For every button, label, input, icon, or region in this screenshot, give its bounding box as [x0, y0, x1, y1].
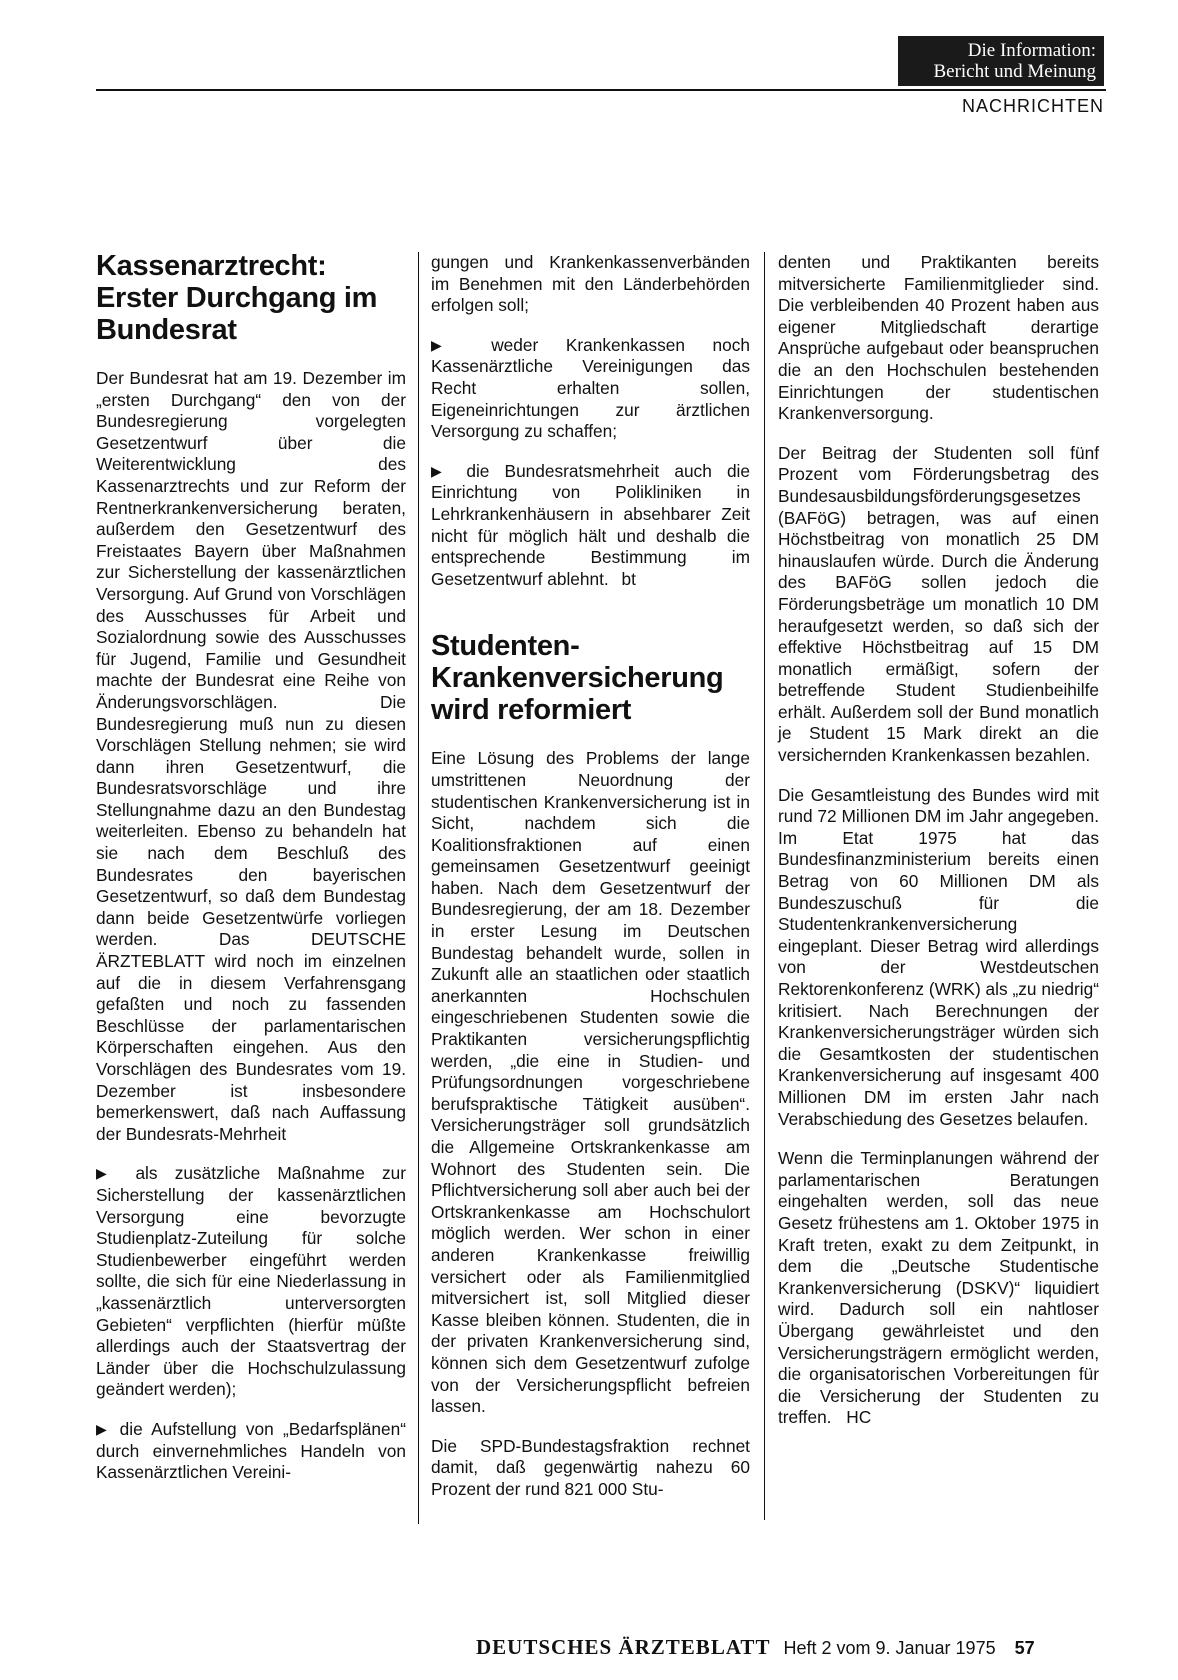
- article2-paragraph-2a: Die SPD-Bundestagsfraktion rechnet damit, daß gegenwärtig nahezu 60 Prozent der rund 821 000 Stu-: [431, 1435, 750, 1499]
- page-footer: [476, 1635, 1035, 1660]
- article1-bullet-4-wrap: [431, 461, 750, 591]
- article1-bullet-2b: gungen und Krankenkassenverbänden im Benehmen mit den Länderbehörden erfolgen soll;: [431, 252, 750, 316]
- article1-bullet-3: ▶ weder Krankenkassen noch Kassenärztliche Vereinigungen das Recht erhalten sollen, Eigeneinrichtungen zur ärztlichen Versorgung zu schaffen;: [431, 335, 750, 443]
- article2-paragraph-1: Eine Lösung des Problems der lange umstrittenen Neuordnung der studentischen Krankenversicherung ist in Sicht, nachdem sich die Koalitionsfraktionen auf einen gemeinsamen Gesetzentwurf geeinigt haben. Nach dem Gesetzentwurf der Bundesregierung, der am 18. Dezember in erster Lesung im Deutschen Bundestag behandelt wurde, sollen in Zukunft alle an staatlichen oder staatlich anerkannten Hochschulen eingeschriebenen Studenten sowie die Praktikanten versicherungspflichtig werden, „die eine in Studien- und Prüfungsordnungen vorgeschriebene berufspraktische Tätigkeit ausüben“. Versicherungsträger soll grundsätzlich die Allgemeine Ortskrankenkasse am Wohnort des Studenten sein. Die Pflichtversicherung soll aber auch bei der Ortskrankenkasse am Hochschulort möglich werden. Wer schon in einer anderen Krankenkasse freiwillig versichert oder als Familienmitglied mitversichert ist, soll Mitglied dieser Kasse bleiben können. Studenten, die in der privaten Krankenversicherung sind, können sich dem Gesetzentwurf zufolge von der Versicherungspflicht befreien lassen.: [431, 748, 750, 1417]
- section-label: NACHRICHTEN: [961, 96, 1104, 116]
- article1-bullet-2a: ▶ die Aufstellung von „Bedarfsplänen“ durch einvernehmliches Handeln von Kassenärztlichen Vereini-: [96, 1419, 406, 1484]
- column-1: [96, 252, 406, 1502]
- article2-signature: HC: [846, 1407, 872, 1428]
- issue-info: Heft 2 vom 9. Januar 1975: [783, 1638, 996, 1658]
- column-2: [431, 252, 750, 1519]
- article2-paragraph-5: Wenn die Terminplanungen während der parlamentarischen Beratungen eingehalten werden, soll das neue Gesetz frühestens am 1. Oktober 1975 in Kraft treten, exakt zu dem Zeitpunkt, in dem die „Deutsche Studentische Krankenversicherung (DSKV)“ liquidiert wird. Dadurch soll ein nahtloser Übergang gewährleistet und den Versicherungsträgern ermöglicht werden, die organisatorischen Vorbereitungen für die Versicherung der Studenten zu treffen.: [778, 1148, 1099, 1428]
- article2-paragraph-2b: denten und Praktikanten bereits mitversicherte Familienmitglieder sind. Die verbleibenden 40 Prozent haben aus eigener Mitgliedschaft derartige Ansprüche aufgebaut oder beanspruchen die an den Hochschulen bestehenden Einrichtungen der studentischen Krankenversorgung.: [778, 252, 1099, 424]
- article2-headline: Studenten-Krankenversicherung wird reformiert: [431, 630, 724, 727]
- article2-paragraph-4: Die Gesamtleistung des Bundes wird mit rund 72 Millionen DM im Jahr angegeben. Im Etat 1975 hat das Bundesfinanzministerium bereits einen Betrag von 60 Millionen DM als Bundeszuschuß für die Studentenkrankenversicherung eingeplant. Dieser Betrag wird allerdings von der Westdeutschen Rektorenkonferenz (WRK) als „zu niedrig“ kritisiert. Nach Berechnungen der Krankenversicherungsträger würden sich die Gesamtkosten der studentischen Krankenversicherung auf insgesamt 400 Millionen DM im ersten Jahr nach Verabschiedung des Gesetzes belaufen.: [778, 784, 1099, 1129]
- article1-bullet-4: ▶ die Bundesratsmehrheit auch die Einrichtung von Polikliniken in Lehrkrankenhäusern in absehbarer Zeit nicht für möglich hält und deshalb die entsprechende Bestimmung im Gesetzentwurf ablehnt.: [431, 461, 750, 589]
- column-divider-2: [764, 252, 765, 1520]
- section-box: [898, 36, 1104, 86]
- article1-paragraph: Der Bundesrat hat am 19. Dezember im „ersten Durchgang“ den von der Bundesregierung vorgelegten Gesetzentwurf über die Weiterentwicklung des Kassenarztrechts und zur Reform der Rentnerkrankenversicherung beraten, außerdem den Gesetzentwurf des Freistaates Bayern über Maßnahmen zur Sicherstellung der kassenärztlichen Versorgung. Auf Grund von Vorschlägen des Ausschusses für Arbeit und Sozialordnung sowie des Ausschusses für Jugend, Familie und Gesundheit machte der Bundesrat eine Reihe von Änderungsvorschlägen. Die Bundesregierung muß nun zu diesen Vorschlägen Stellung nehmen; sie wird dann ihren Gesetzentwurf, die Bundesratsvorschläge und ihre Stellungnahme dazu an den Bundestag weiterleiten. Ebenso zu behandeln hat sie nach dem Beschluß des Bundesrates den bayerischen Gesetzentwurf, so daß dem Bundestag dann beide Gesetzentwürfe vorliegen werden. Das DEUTSCHE ÄRZTEBLATT wird noch im einzelnen auf die in diesem Verfahrensgang gefaßten und noch zu fassenden Beschlüsse der parlamentarischen Körperschaften eingehen. Aus den Vorschlägen des Bundesrates vom 19. Dezember ist insbesondere bemerkenswert, daß nach Auffassung der Bundesrats-Mehrheit: [96, 368, 406, 1144]
- article1-signature: bt: [621, 568, 636, 589]
- column-divider-1: [418, 252, 419, 1524]
- column-3: [778, 252, 1099, 1447]
- page-number: 57: [1014, 1638, 1035, 1658]
- magazine-title: DEUTSCHES ÄRZTEBLATT: [476, 1635, 771, 1659]
- article2-paragraph-5-wrap: [778, 1148, 1099, 1429]
- header-rule: [96, 89, 1106, 91]
- article1-bullet-1: ▶ als zusätzliche Maßnahme zur Sicherstellung der kassenärztlichen Versorgung eine bevorzugte Studienplatz-Zuteilung für solche Studienbewerber eingeführt werden sollte, die sich für eine Niederlassung in „kassenärztlich unterversorgten Gebieten“ verpflichten (hierfür müßte allerdings auch der Staatsvertrag der Länder über die Hochschulzulassung geändert werden);: [96, 1163, 406, 1401]
- article2-paragraph-3: Der Beitrag der Studenten soll fünf Prozent vom Förderungsbetrag des Bundesausbildungsförderungsgesetzes (BAFöG) betragen, was auf einen Höchstbeitrag von monatlich 25 DM hinauslaufen würde. Durch die Änderung des BAFöG sollen jedoch die Förderungsbeträge um monatlich 10 DM heraufgesetzt werden, so daß sich der effektive Höchstbeitrag auf 15 DM monatlich ermäßigt, sofern der betreffende Student Studienbeihilfe erhält. Außerdem soll der Bund monatlich je Student 15 Mark direkt an die versichernden Krankenkassen bezahlen.: [778, 442, 1099, 766]
- article1-headline: Kassenarztrecht: Erster Durchgang im Bundesrat: [96, 250, 378, 346]
- section-box-line2: Bericht und Meinung: [933, 61, 1096, 82]
- section-box-line1: Die Information:: [967, 40, 1096, 61]
